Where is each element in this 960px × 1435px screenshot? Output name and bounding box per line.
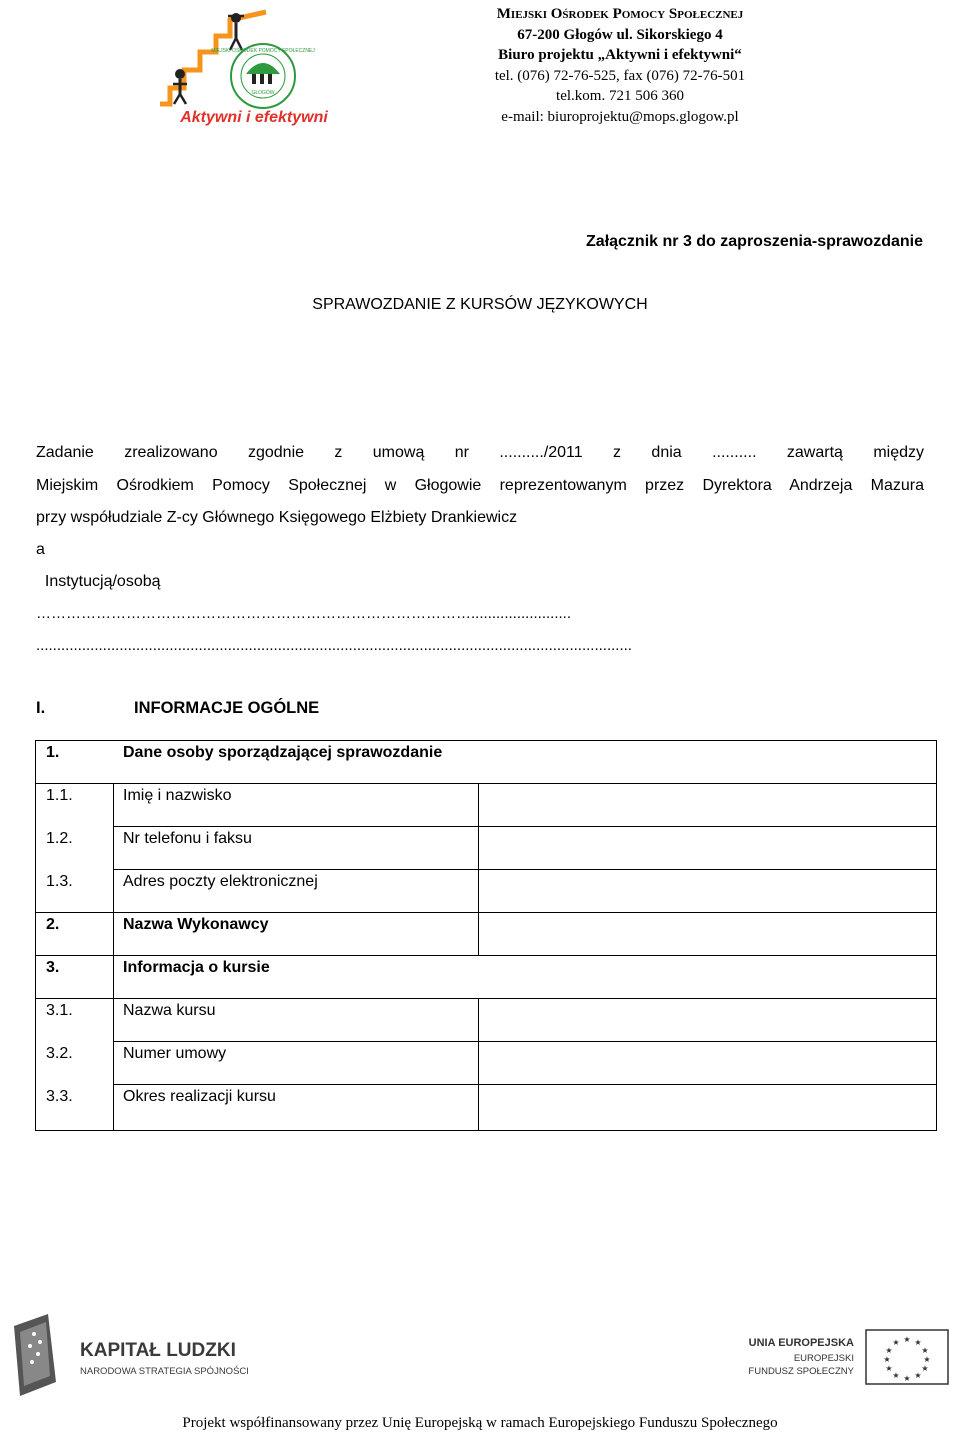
course-name-input-cell[interactable] (479, 999, 936, 1041)
row-label: Numer umowy (123, 1045, 227, 1062)
row-label: Nazwa kursu (123, 1002, 216, 1019)
org-address: 67-200 Głogów ul. Sikorskiego 4 (517, 26, 723, 43)
institution-fill-line-2[interactable]: ............................................................................................................................................... (36, 637, 632, 654)
row-label: Adres poczty elektronicznej (123, 873, 318, 890)
email: e-mail: biuroprojektu@mops.glogow.pl (501, 108, 739, 125)
ue-title: UNIA EUROPEJSKA (748, 1337, 854, 1349)
row-label: Nazwa Wykonawcy (123, 916, 269, 933)
row-label: Okres realizacji kursu (123, 1088, 276, 1105)
mops-logo (156, 8, 352, 130)
row-number: 3.3. (46, 1088, 73, 1105)
row-number: 3. (46, 959, 60, 976)
row-label: Informacja o kursie (123, 959, 270, 976)
project-office: Biuro projektu „Aktywni i efektywni“ (498, 47, 742, 63)
section-number: I. (36, 699, 46, 717)
logo-arc-text: MIEJSKI OŚRODEK POMOCY SPOŁECZNEJ (211, 48, 315, 54)
svg-text:★: ★ (923, 1355, 931, 1364)
kapital-ludzki-logo (10, 1312, 272, 1398)
row-number: 1.3. (46, 873, 73, 890)
report-title: SPRAWOZDANIE Z KURSÓW JĘZYKOWYCH (312, 296, 648, 313)
contractor-input-cell[interactable] (479, 913, 936, 955)
mobile-phone: tel.kom. 721 506 360 (556, 88, 684, 104)
org-name: Miejski Ośrodek Pomocy Społecznej (496, 6, 744, 22)
phone-fax: tel. (076) 72-76-525, fax (076) 72-76-501 (494, 67, 746, 84)
row-number: 1.1. (46, 787, 73, 804)
contract-line-2: Miejskim Ośrodkiem Pomocy Społecznej w Głogowie reprezentowanym przez Dyrektora Andrzeja Mazura (36, 477, 924, 494)
svg-text:★: ★ (914, 1338, 922, 1347)
svg-text:★: ★ (903, 1374, 911, 1383)
column-divider (113, 783, 114, 1130)
row-number: 1. (46, 744, 60, 761)
phone-input-cell[interactable] (479, 827, 936, 869)
row-number: 2. (46, 916, 60, 933)
row-label: Nr telefonu i faksu (123, 830, 252, 847)
svg-text:★: ★ (883, 1355, 891, 1364)
ue-line2: EUROPEJSKI (793, 1353, 854, 1364)
svg-text:★: ★ (892, 1371, 900, 1380)
kl-subtitle: NARODOWA STRATEGIA SPÓJNOŚCI (80, 1366, 249, 1377)
svg-text:★: ★ (903, 1335, 911, 1344)
svg-text:★: ★ (885, 1364, 893, 1373)
svg-text:★: ★ (892, 1338, 900, 1347)
row-label: Dane osoby sporządzającej sprawozdanie (123, 744, 443, 761)
institution-fill-line-1[interactable]: ……………………………………………………………………………........................ (36, 605, 572, 622)
row-label: Imię i nazwisko (123, 787, 232, 804)
section-heading (36, 699, 319, 718)
contract-line-1: Zadanie zrealizowano zgodnie z umową nr ........../2011 z dnia .......... zawartą między (36, 444, 924, 461)
svg-text:★: ★ (914, 1371, 922, 1380)
row-number: 1.2. (46, 830, 73, 847)
course-period-input-cell[interactable] (479, 1085, 936, 1130)
svg-text:★: ★ (921, 1364, 929, 1373)
name-input-cell[interactable] (479, 784, 936, 826)
attachment-label: Załącznik nr 3 do zaproszenia-sprawozdanie (586, 233, 923, 250)
row-number: 3.2. (46, 1045, 73, 1062)
svg-text:★: ★ (885, 1346, 893, 1355)
logo-title: Aktywni i efektywni (180, 109, 328, 126)
cofinancing-note: Projekt współfinansowany przez Unię Europejską w ramach Europejskiego Funduszu Społecznego (182, 1415, 778, 1431)
contract-line-4: a (36, 541, 45, 558)
email-input-cell[interactable] (479, 870, 936, 912)
contract-number-input-cell[interactable] (479, 1042, 936, 1084)
contract-line-3: przy współudziale Z-cy Głównego Księgowego Elżbiety Drankiewicz (36, 509, 518, 526)
ue-line3: FUNDUSZ SPOŁECZNY (748, 1366, 854, 1377)
row-divider (36, 955, 936, 956)
organization-contact (420, 4, 820, 127)
svg-text:★: ★ (921, 1346, 929, 1355)
general-info-table (35, 740, 937, 1131)
institution-label: Instytucją/osobą (36, 573, 161, 590)
logo-city: GŁOGÓW (251, 90, 275, 96)
eu-social-fund-logo (742, 1326, 954, 1388)
row-number: 3.1. (46, 1002, 73, 1019)
section-title: INFORMACJE OGÓLNE (134, 699, 320, 717)
kl-title: KAPITAŁ LUDZKI (80, 1340, 236, 1361)
